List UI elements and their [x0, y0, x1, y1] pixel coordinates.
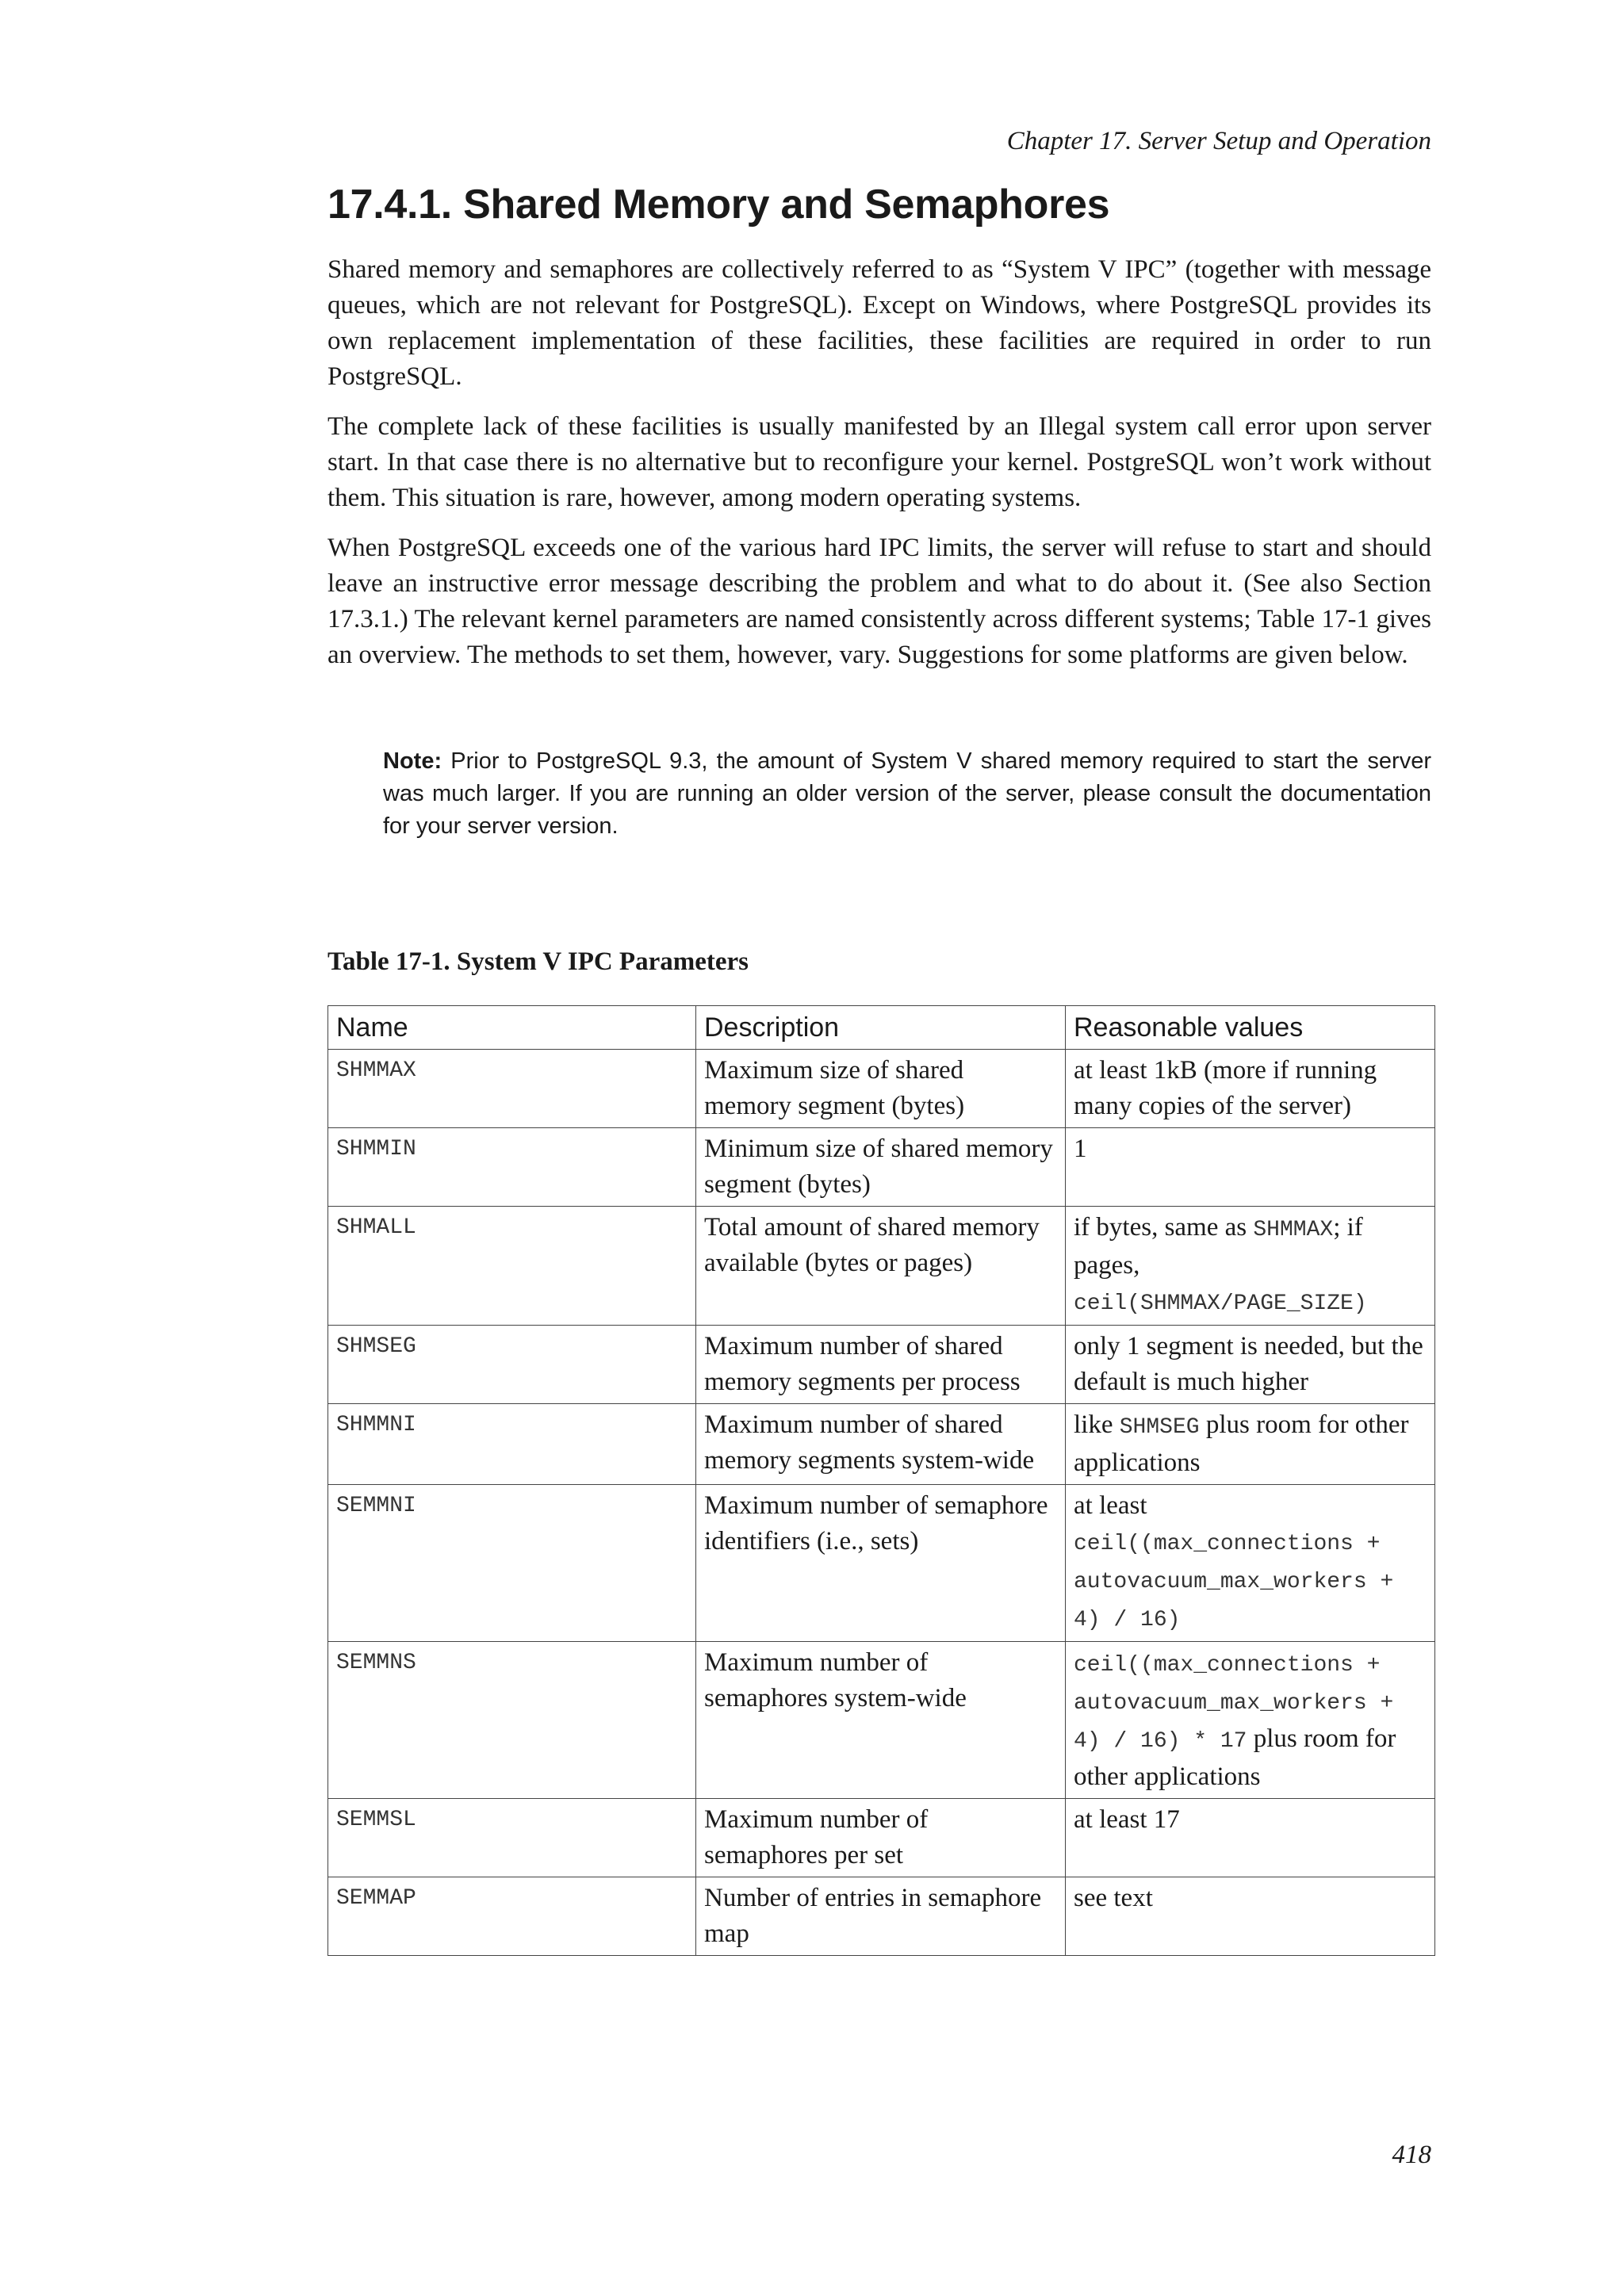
- parameter-description: Maximum number of semaphores system-wide: [696, 1642, 1066, 1799]
- parameter-description: Maximum number of shared memory segments system-wide: [696, 1404, 1066, 1485]
- table-row: [328, 1485, 1435, 1642]
- table-row: [328, 1642, 1435, 1799]
- parameter-name: SEMMAP: [328, 1877, 696, 1956]
- ipc-parameters-table: [327, 1005, 1435, 1956]
- value-text: at least 17: [1074, 1805, 1180, 1834]
- value-text: only 1 segment is needed, but the default is much higher: [1074, 1332, 1423, 1396]
- value-code: SHMSEG: [1119, 1415, 1200, 1440]
- parameter-description: Total amount of shared memory available (bytes or pages): [696, 1207, 1066, 1326]
- parameter-name: SEMMNI: [328, 1485, 696, 1642]
- note-label: Note:: [383, 748, 442, 774]
- parameter-reasonable-value: [1066, 1128, 1435, 1207]
- table-row: [328, 1128, 1435, 1207]
- parameter-description: Maximum size of shared memory segment (bytes): [696, 1050, 1066, 1128]
- value-text: 1: [1074, 1135, 1087, 1163]
- page-number: 418: [1392, 2141, 1431, 2169]
- value-text: at least 1kB (more if running many copies of the server): [1074, 1056, 1377, 1120]
- table-row: [328, 1799, 1435, 1877]
- section-title: 17.4.1. Shared Memory and Semaphores: [327, 182, 1110, 228]
- parameter-description: Number of entries in semaphore map: [696, 1877, 1066, 1956]
- value-text: plus room for other applications: [1074, 1410, 1409, 1477]
- table-row: [328, 1877, 1435, 1956]
- column-header-name: Name: [328, 1006, 696, 1050]
- table-header-row: [328, 1006, 1435, 1050]
- body-text: [327, 252, 1431, 687]
- parameter-name: SHMMIN: [328, 1128, 696, 1207]
- parameter-reasonable-value: [1066, 1207, 1435, 1326]
- value-text: ; if pages,: [1074, 1213, 1363, 1280]
- value-code: SHMMAX: [1253, 1218, 1334, 1242]
- table-title: Table 17-1. System V IPC Parameters: [327, 947, 749, 976]
- parameter-description: Maximum number of semaphores per set: [696, 1799, 1066, 1877]
- parameter-reasonable-value: [1066, 1877, 1435, 1956]
- parameter-reasonable-value: [1066, 1050, 1435, 1128]
- value-text: see text: [1074, 1884, 1153, 1912]
- table-row: [328, 1326, 1435, 1404]
- table-body: [328, 1050, 1435, 1956]
- parameter-name: SHMMNI: [328, 1404, 696, 1485]
- parameter-description: Maximum number of shared memory segments per process: [696, 1326, 1066, 1404]
- value-text: like: [1074, 1410, 1120, 1439]
- paragraph-1: Shared memory and semaphores are collectively referred to as “System V IPC” (together with message queues, which are not relevant for PostgreSQL). Except on Windows, where PostgreSQL provides its own replacement implementation of these facilities, these facilities are required in order to run PostgreSQL.: [327, 255, 1431, 391]
- running-header: Chapter 17. Server Setup and Operation: [1006, 127, 1431, 155]
- table-row: [328, 1404, 1435, 1485]
- parameter-description: Minimum size of shared memory segment (bytes): [696, 1128, 1066, 1207]
- value-text: plus room for other applications: [1074, 1724, 1396, 1791]
- parameter-name: SEMMNS: [328, 1642, 696, 1799]
- parameter-name: SHMMAX: [328, 1050, 696, 1128]
- parameter-reasonable-value: [1066, 1326, 1435, 1404]
- value-text: if bytes, same as: [1074, 1213, 1254, 1242]
- parameter-name: SEMMSL: [328, 1799, 696, 1877]
- parameter-description: Maximum number of semaphore identifiers (i.e., sets): [696, 1485, 1066, 1642]
- paragraph-2: The complete lack of these facilities is usually manifested by an Illegal system call error upon server start. In that case there is no alternative but to reconfigure your kernel. PostgreSQL won’t work without them. This situation is rare, however, among modern operating systems.: [327, 412, 1431, 512]
- note-text: Prior to PostgreSQL 9.3, the amount of System V shared memory required to start the server was much larger. If you are running an older version of the server, please consult the documentation for your server version.: [383, 748, 1431, 839]
- table-row: [328, 1207, 1435, 1326]
- value-code: ceil((max_connections + autovacuum_max_workers + 4) / 16) * 17: [1074, 1653, 1394, 1754]
- parameter-reasonable-value: [1066, 1799, 1435, 1877]
- parameter-reasonable-value: [1066, 1485, 1435, 1642]
- value-code: ceil((max_connections + autovacuum_max_workers + 4) / 16): [1074, 1532, 1394, 1632]
- parameter-name: SHMSEG: [328, 1326, 696, 1404]
- parameter-name: SHMALL: [328, 1207, 696, 1326]
- table-row: [328, 1050, 1435, 1128]
- value-code: ceil(SHMMAX/PAGE_SIZE): [1074, 1292, 1367, 1316]
- parameter-reasonable-value: [1066, 1642, 1435, 1799]
- value-text: at least: [1074, 1491, 1147, 1520]
- column-header-description: Description: [696, 1006, 1066, 1050]
- paragraph-3: When PostgreSQL exceeds one of the various hard IPC limits, the server will refuse to start and should leave an instructive error message describing the problem and what to do about it. (See also Section 17.3.1.) The relevant kernel parameters are named consistently across different systems; Table 17-1 gives an overview. The methods to set them, however, vary. Suggestions for some platforms are given below.: [327, 534, 1431, 669]
- note-block: [383, 745, 1431, 843]
- parameter-reasonable-value: [1066, 1404, 1435, 1485]
- column-header-values: Reasonable values: [1066, 1006, 1435, 1050]
